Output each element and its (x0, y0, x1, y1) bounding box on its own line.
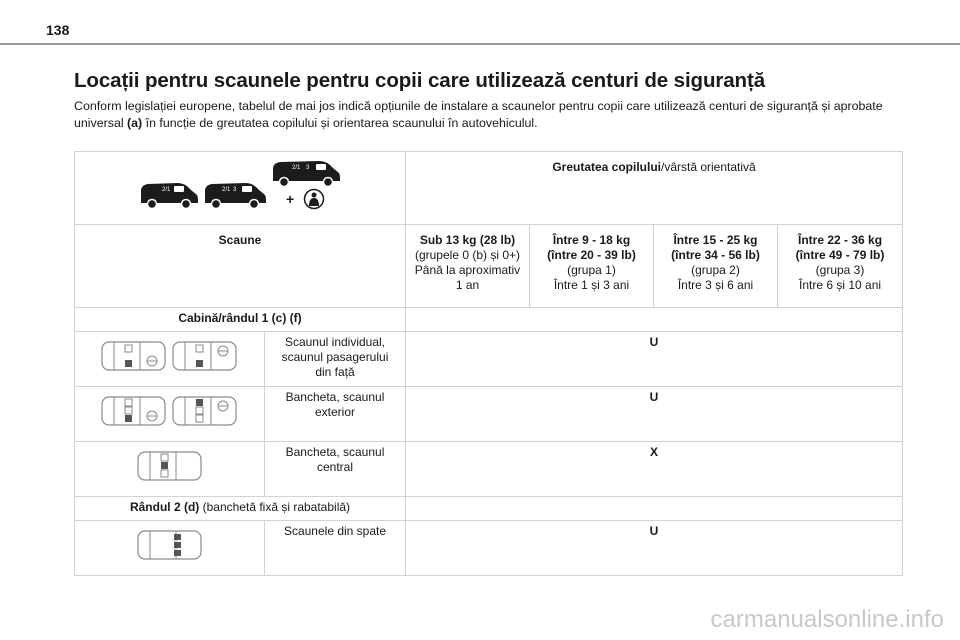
svg-text:3: 3 (306, 165, 310, 171)
row-1-label-line-2: scaunul pasagerului (281, 350, 389, 364)
intro-text-a: Conform legislației europene, tabelul de mai jos indică opțiunile de instalare a scaunelor pentru copii care utilizează centuri de siguranță și aprobate universal (74, 99, 883, 130)
car-layout-icon (136, 528, 204, 562)
layout-cell-rear-seats (75, 521, 265, 576)
van-long-icon (270, 158, 342, 188)
van-medium-icon (202, 180, 268, 210)
watermark: carmanualsonline.info (710, 606, 944, 633)
section-cabin-label: Cabină/rândul 1 (c) (f) (75, 308, 406, 332)
group-cell-0 (406, 225, 530, 308)
group-0-line-2: (grupele 0 (b) și 0+) (414, 248, 521, 262)
group-2-line-4: Între 3 și 6 ani (677, 278, 754, 292)
car-layout-icon (171, 339, 239, 373)
weight-header-bold: Greutatea copilului (552, 160, 661, 174)
vans-header-cell (75, 152, 406, 225)
group-1-line-2: (între 20 - 39 lb) (547, 248, 636, 262)
row-value-bench-outer: U (406, 387, 903, 442)
page-number: 138 (46, 22, 70, 38)
svg-text:2/1: 2/1 (162, 187, 171, 193)
row-value-rear-seats: U (406, 521, 903, 576)
section-row2-bold: Rândul 2 (d) (129, 500, 200, 514)
group-0-line-3: Până la aproximativ (414, 263, 521, 277)
car-layout-icon (171, 394, 239, 428)
group-3-line-3: (grupa 3) (815, 263, 865, 277)
group-1-line-3: (grupa 1) (567, 263, 616, 277)
group-2-line-2: (între 34 - 56 lb) (671, 248, 760, 262)
section-row2-rest: (banchetă fixă și rabatabilă) (199, 500, 351, 514)
child-seat-table (74, 151, 903, 576)
group-3-line-4: Între 6 și 10 ani (798, 278, 882, 292)
svg-text:+: + (286, 191, 295, 207)
row-label-rear-seats: Scaunele din spate (265, 521, 406, 576)
group-0-line-4: 1 an (455, 278, 480, 292)
car-layout-icon (136, 449, 204, 483)
layout-cell-bench-outer (75, 387, 265, 442)
intro-text-b: în funcție de greutatea copilului și orientarea scaunului în autovehiculul. (142, 116, 538, 130)
top-rule (0, 43, 960, 45)
section-row2-label (75, 497, 406, 521)
svg-text:2/1: 2/1 (292, 165, 301, 171)
weight-header-cell (406, 152, 903, 225)
group-0-line-1: Sub 13 kg (28 lb) (419, 233, 516, 247)
intro-bold: (a) (127, 116, 143, 130)
section-cabin-empty (406, 308, 903, 332)
row-2-label-line-1: Bancheta, scaunul (285, 390, 385, 404)
seats-label-cell: Scaune (75, 225, 406, 308)
layout-cell-front-individual (75, 332, 265, 387)
svg-text:2/1: 2/1 (222, 187, 231, 193)
row-3-label-line-1: Bancheta, scaunul (285, 445, 385, 459)
group-1-line-1: Între 9 - 18 kg (552, 233, 631, 247)
weight-header-rest: /vârstă orientativă (661, 160, 756, 174)
page-title: Locații pentru scaunele pentru copii care utilizează centuri de siguranță (74, 69, 766, 92)
row-label-bench-outer (265, 387, 406, 442)
row-value-bench-central: X (406, 442, 903, 497)
child-seat-icon (284, 188, 330, 210)
group-2-line-1: Între 15 - 25 kg (673, 233, 758, 247)
row-3-label-line-2: central (316, 460, 354, 474)
row-label-bench-central (265, 442, 406, 497)
group-cell-1 (530, 225, 654, 308)
group-1-line-4: Între 1 și 3 ani (553, 278, 630, 292)
group-cell-2 (654, 225, 778, 308)
intro-paragraph (74, 98, 894, 132)
row-1-label-line-3: din față (315, 365, 355, 379)
row-1-label-line-1: Scaunul individual, (284, 335, 386, 349)
row-value-front-individual: U (406, 332, 903, 387)
section-row2-empty (406, 497, 903, 521)
layout-cell-bench-central (75, 442, 265, 497)
row-2-label-line-2: exterior (314, 405, 355, 419)
car-layout-icon (100, 339, 168, 373)
svg-text:3: 3 (233, 187, 237, 193)
group-2-line-3: (grupa 2) (691, 263, 740, 277)
group-3-line-1: Între 22 - 36 kg (797, 233, 883, 247)
row-label-front-individual (265, 332, 406, 387)
group-cell-3 (778, 225, 903, 308)
group-3-line-2: (între 49 - 79 lb) (795, 248, 885, 262)
car-layout-icon (100, 394, 168, 428)
van-short-icon (138, 180, 200, 210)
